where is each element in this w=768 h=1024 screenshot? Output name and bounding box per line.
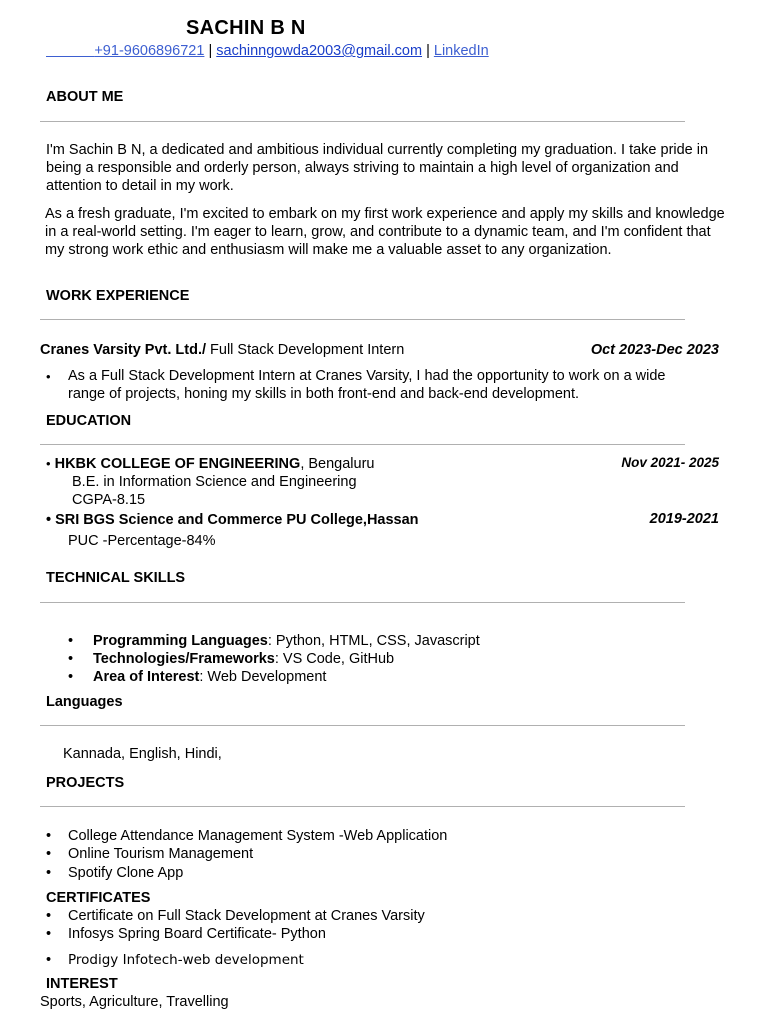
skill-value: : Python, HTML, CSS, Javascript <box>267 633 480 649</box>
contact-line <box>46 43 489 59</box>
skills-heading: TECHNICAL SKILLS <box>46 570 186 586</box>
skill-value: : VS Code, GitHub <box>274 651 395 667</box>
work-dates: Oct 2023-Dec 2023 <box>590 342 719 358</box>
education-school: SRI BGS Science and Commerce PU College,Hassan <box>55 512 419 528</box>
education-item-1 <box>46 456 374 472</box>
projects-bullet: • <box>46 846 52 862</box>
contact-separator: | <box>208 43 213 59</box>
work-heading: WORK EXPERIENCE <box>46 288 190 304</box>
certificates-bullet: • <box>46 926 52 942</box>
interest-value: Sports, Agriculture, Travelling <box>40 994 229 1010</box>
project-item: College Attendance Management System -Web Application <box>68 828 448 844</box>
education-dates: 2019-2021 <box>649 511 719 527</box>
contact-separator: | <box>426 43 430 59</box>
education-school: HKBK COLLEGE OF ENGINEERING <box>54 456 301 472</box>
work-bullet-line-2: range of projects, honing my skills in both front-end and back-end development. <box>68 386 580 402</box>
skill-item <box>93 669 326 685</box>
email-link[interactable]: sachinngowda2003@gmail.com <box>216 43 423 59</box>
skill-item <box>93 633 480 649</box>
bullet-marker: • <box>46 369 51 384</box>
certificate-item: Certificate on Full Stack Development at Cranes Varsity <box>68 908 425 924</box>
phone-link[interactable]: +91-9606896721 <box>94 43 205 59</box>
project-item: Spotify Clone App <box>68 865 184 881</box>
certificate-item: Infosys Spring Board Certificate- Python <box>68 926 326 942</box>
skills-bullet: • <box>68 669 74 685</box>
about-paragraph-1: I'm Sachin B N, a dedicated and ambitious individual currently completing my graduation. I take pride in being a responsible and orderly person, always striving to maintain a high level of organization and attention to detail in my work. <box>46 142 709 194</box>
skills-bullet: • <box>68 651 74 667</box>
skills-bullet: • <box>68 633 74 649</box>
education-place: , Bengaluru <box>300 456 375 472</box>
interest-heading: INTEREST <box>46 976 118 992</box>
section-divider <box>40 602 685 603</box>
projects-bullet: • <box>46 865 52 881</box>
skill-item <box>93 651 394 667</box>
section-divider <box>40 319 685 320</box>
certificates-bullet: • <box>46 952 52 968</box>
certificate-item: Prodigy Infotech-web development <box>68 952 304 968</box>
education-degree: B.E. in Information Science and Engineering <box>72 474 357 490</box>
languages-value: Kannada, English, Hindi, <box>63 746 222 762</box>
skill-label: Technologies/Frameworks <box>93 651 275 667</box>
education-heading: EDUCATION <box>46 413 132 429</box>
education-score: CGPA-8.15 <box>72 492 146 508</box>
skill-value: : Web Development <box>199 669 327 685</box>
work-bullet-line-1: As a Full Stack Development Intern at Cranes Varsity, I had the opportunity to work on a wide <box>68 368 666 384</box>
bullet-marker: • <box>46 512 52 528</box>
languages-heading: Languages <box>46 694 123 710</box>
work-company: Cranes Varsity Pvt. Ltd./ <box>40 342 207 358</box>
certificates-heading: CERTIFICATES <box>46 890 151 906</box>
bullet-marker: • <box>46 456 51 471</box>
certificates-bullet: • <box>46 908 52 924</box>
projects-bullet: • <box>46 828 52 844</box>
section-divider <box>40 806 685 807</box>
section-divider <box>40 121 685 122</box>
work-role: Full Stack Development Intern <box>206 342 405 358</box>
linkedin-link[interactable]: LinkedIn <box>433 43 489 59</box>
resume-name: SACHIN B N <box>186 17 306 39</box>
skill-label: Programming Languages <box>93 633 268 649</box>
education-score: PUC -Percentage-84% <box>68 533 216 549</box>
about-paragraph-2: As a fresh graduate, I'm excited to embark on my first work experience and apply my skills and knowledge in a real-world setting. I'm eager to learn, grow, and contribute to a dynamic team, and I'm confident that my strong work ethic and enthusiasm will make me a valuable asset to any organization. <box>45 206 725 258</box>
section-divider <box>40 725 685 726</box>
education-item-2 <box>46 512 419 528</box>
projects-heading: PROJECTS <box>46 775 125 791</box>
education-dates: Nov 2021- 2025 <box>621 455 719 470</box>
project-item: Online Tourism Management <box>68 846 254 862</box>
work-title <box>40 342 404 358</box>
skill-label: Area of Interest <box>93 669 200 685</box>
about-heading: ABOUT ME <box>46 89 124 105</box>
section-divider <box>40 444 685 445</box>
